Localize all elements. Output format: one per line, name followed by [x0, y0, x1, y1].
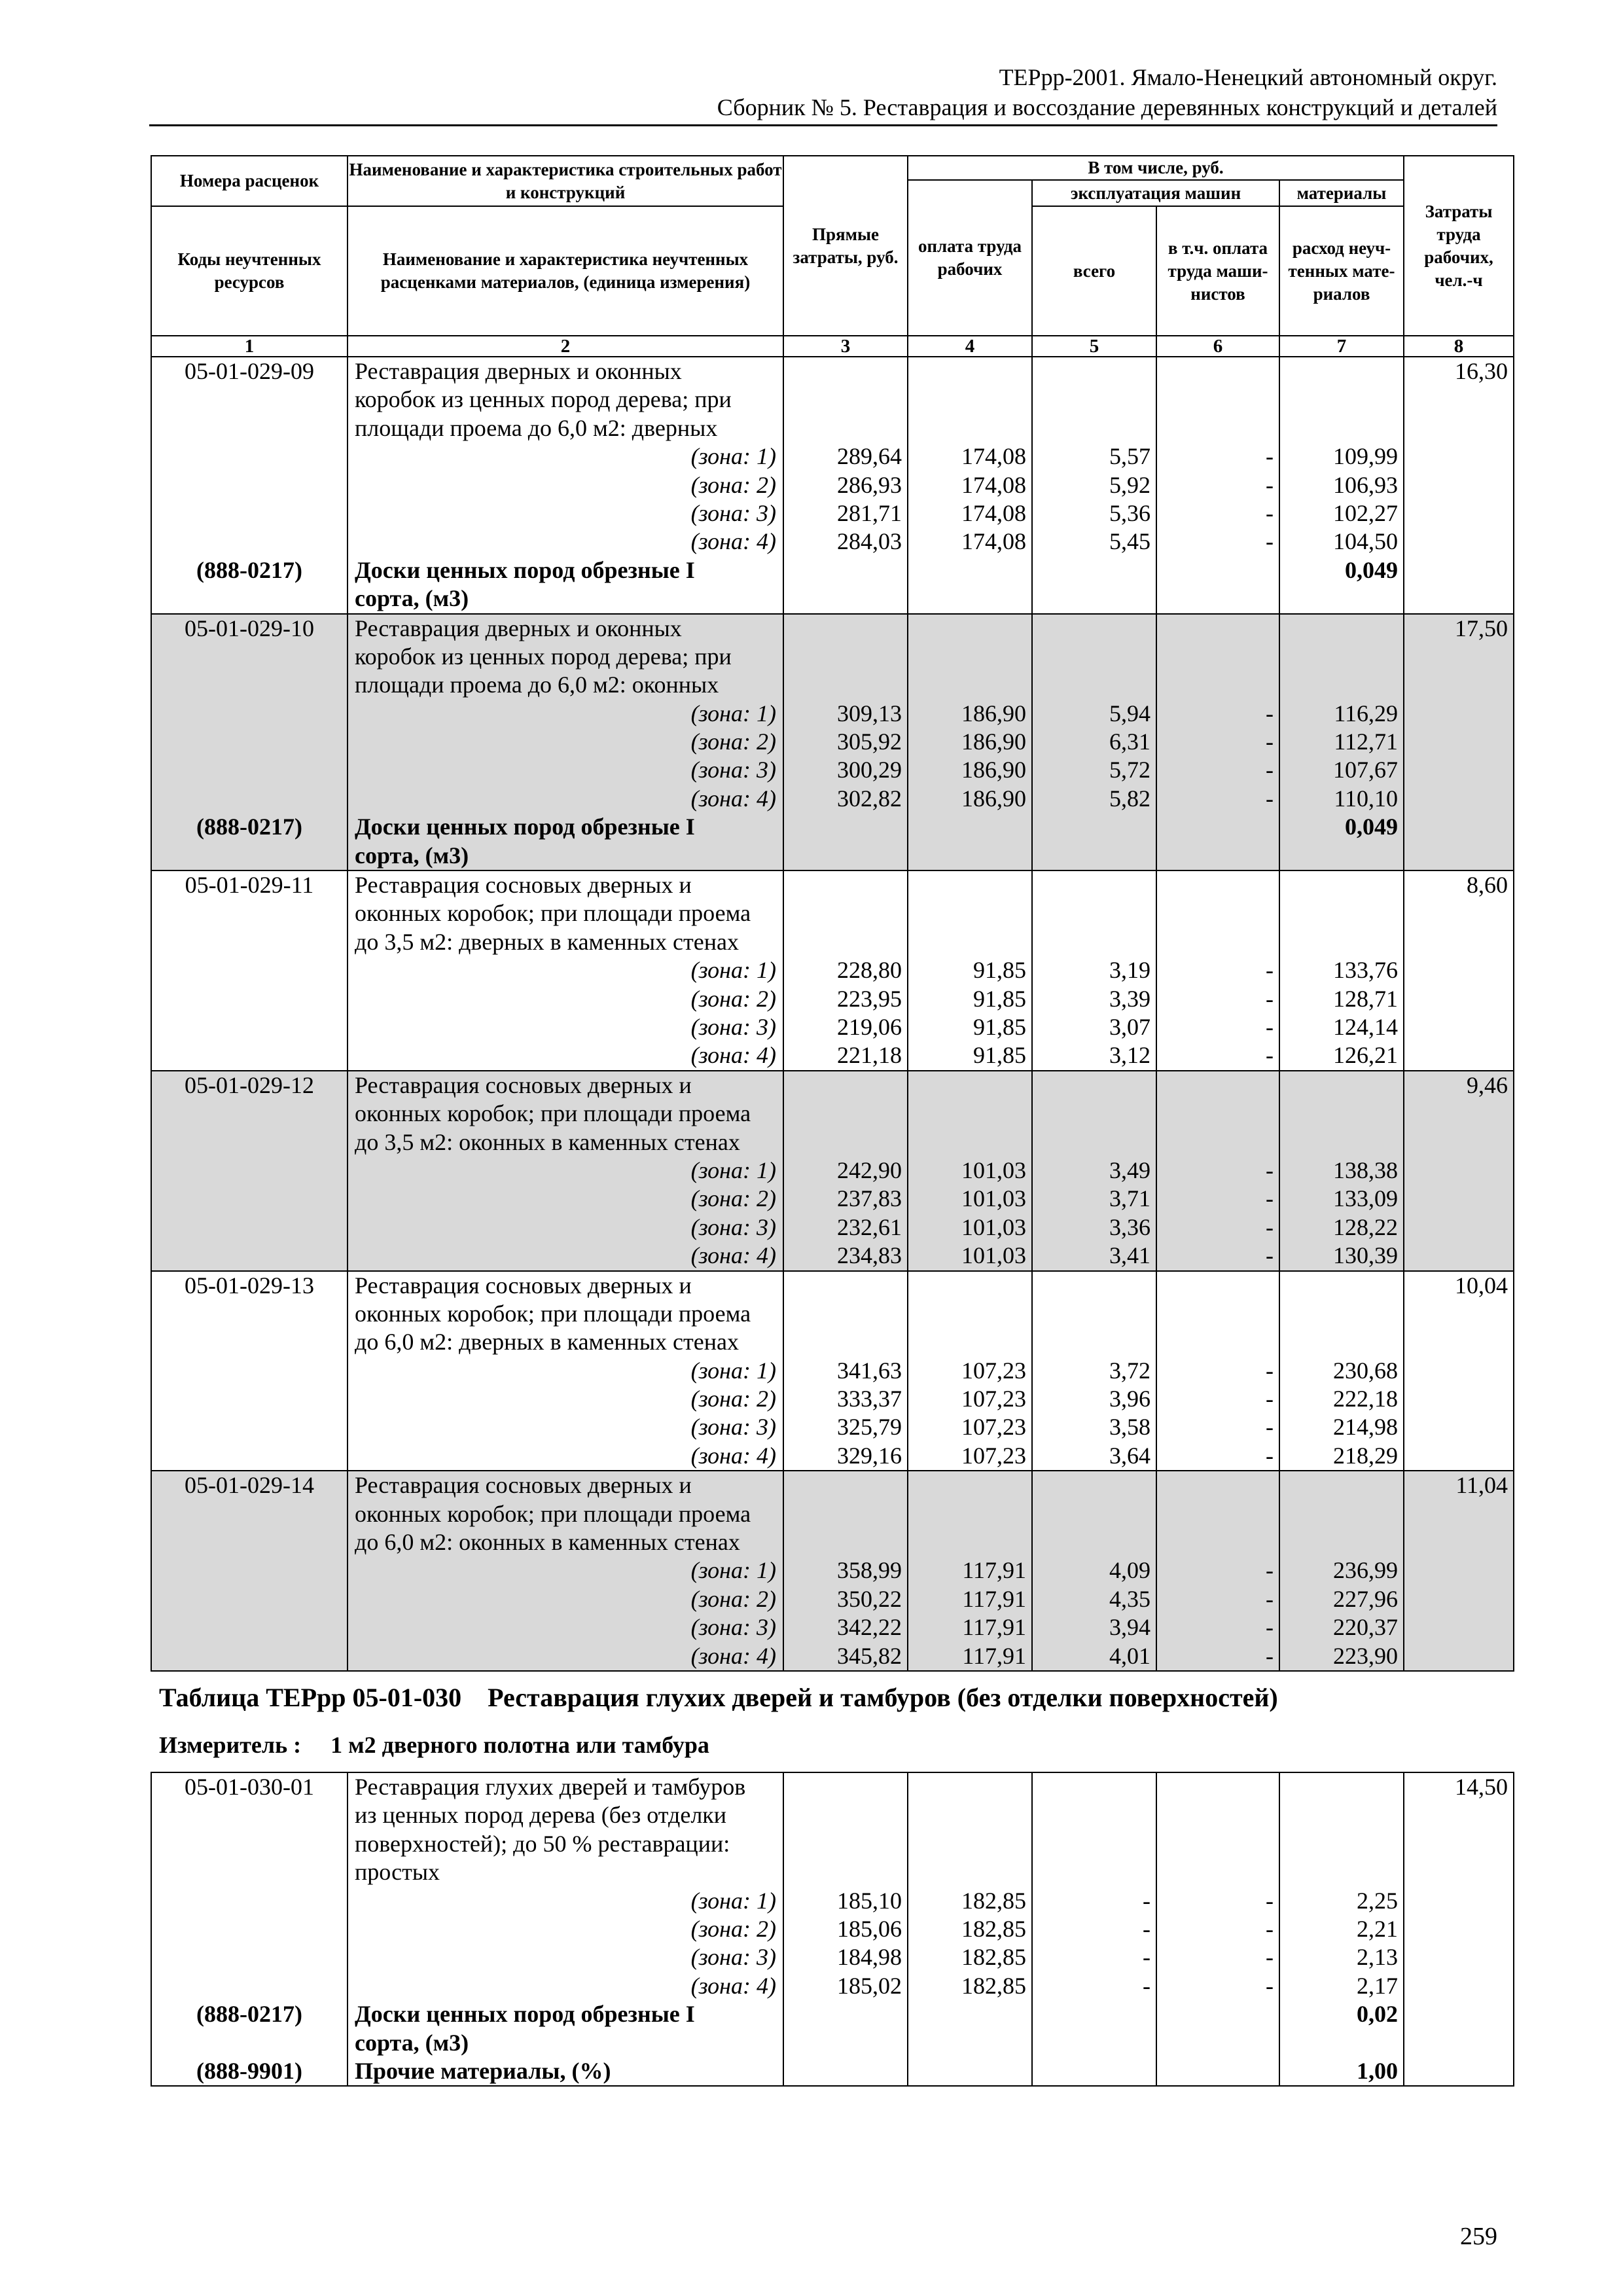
rate-description-line: Реставрация дверных и оконных	[355, 358, 682, 384]
resource-name-line: сорта, (м3)	[355, 842, 469, 869]
table-body	[151, 357, 1514, 1671]
rate-description-line: Реставрация глухих дверей и тамбуров	[355, 1774, 746, 1800]
machine-cost: 3,64	[1109, 1442, 1150, 1469]
worker-wage: 91,85	[973, 1042, 1026, 1069]
material-cost: 128,22	[1333, 1213, 1398, 1240]
rate-description-line: Реставрация сосновых дверных и	[355, 1272, 692, 1299]
material-cost: 2,25	[1357, 1887, 1398, 1914]
head-machine-operation: эксплуатация машин	[1032, 180, 1279, 206]
material-cost: 102,27	[1333, 499, 1398, 526]
resource-row	[151, 556, 1514, 614]
zone-label: (зона: 1)	[690, 1557, 776, 1584]
resource-row	[151, 2057, 1514, 2086]
rate-row	[151, 1071, 1514, 1271]
machinist-wage: -	[1266, 700, 1274, 726]
resource-name-line: Доски ценных пород обрезные I	[355, 2001, 695, 2028]
head-direct-costs: Прямые затраты, руб.	[783, 156, 908, 336]
zone-label: (зона: 3)	[690, 1013, 776, 1040]
rate-row	[151, 357, 1514, 556]
material-cost: 222,18	[1333, 1386, 1398, 1412]
worker-wage: 101,03	[961, 1213, 1026, 1240]
resource-quantity: 0,049	[1345, 556, 1398, 583]
machine-cost: 3,39	[1109, 985, 1150, 1012]
zone-label: (зона: 1)	[690, 957, 776, 984]
table2-body	[151, 1772, 1514, 2086]
rate-description-line: оконных коробок; при площади проема	[355, 1100, 751, 1127]
material-cost: 133,09	[1333, 1185, 1398, 1212]
direct-cost: 325,79	[837, 1414, 902, 1441]
material-cost: 214,98	[1333, 1414, 1398, 1441]
worker-wage: 182,85	[961, 1887, 1026, 1914]
resource-quantity: 0,02	[1357, 2001, 1398, 2028]
rate-description-line: Реставрация сосновых дверных и	[355, 1071, 692, 1098]
material-cost: 109,99	[1333, 443, 1398, 470]
material-cost: 2,17	[1357, 1972, 1398, 1999]
machine-cost: 5,57	[1109, 443, 1150, 470]
direct-cost: 185,02	[837, 1972, 902, 1999]
worker-wage: 174,08	[961, 471, 1026, 498]
machine-cost: 5,45	[1109, 528, 1150, 555]
column-number: 7	[1279, 336, 1404, 357]
direct-cost: 302,82	[837, 785, 902, 812]
zone-label: (зона: 3)	[690, 757, 776, 783]
rate-description-line: до 6,0 м2: оконных в каменных стенах	[355, 1529, 740, 1556]
rate-code: 05-01-029-13	[185, 1272, 314, 1299]
worker-wage: 91,85	[973, 957, 1026, 984]
machine-cost: 3,49	[1109, 1157, 1150, 1183]
machine-cost: 3,36	[1109, 1213, 1150, 1240]
rate-code: 05-01-029-14	[185, 1472, 314, 1499]
rates-table-2	[151, 1772, 1514, 2087]
material-cost: 107,67	[1333, 757, 1398, 783]
head-machinist-wages: в т.ч. оплата труда маши- нистов	[1156, 206, 1279, 336]
labor-cost: 10,04	[1455, 1272, 1508, 1299]
zone-label: (зона: 3)	[690, 1614, 776, 1641]
machinist-wage: -	[1266, 1915, 1274, 1942]
material-cost: 110,10	[1334, 785, 1398, 812]
machinist-wage: -	[1266, 1972, 1274, 1999]
material-cost: 104,50	[1333, 528, 1398, 555]
zone-label: (зона: 1)	[690, 1357, 776, 1384]
machinist-wage: -	[1266, 1357, 1274, 1384]
rate-description-line: простых	[355, 1859, 440, 1886]
resource-name-line: Доски ценных пород обрезные I	[355, 556, 695, 583]
machinist-wage: -	[1266, 1157, 1274, 1183]
material-cost: 130,39	[1333, 1242, 1398, 1269]
direct-cost: 223,95	[837, 985, 902, 1012]
machinist-wage: -	[1266, 1585, 1274, 1612]
direct-cost: 237,83	[837, 1185, 902, 1212]
head-machines-total: всего	[1032, 206, 1156, 336]
machinist-wage: -	[1266, 1887, 1274, 1914]
direct-cost: 228,80	[837, 957, 902, 984]
rate-description-line: поверхностей); до 50 % реставрации:	[355, 1830, 730, 1857]
zone-label: (зона: 3)	[690, 1944, 776, 1971]
resource-name-line: Доски ценных пород обрезные I	[355, 814, 695, 840]
machinist-wage: -	[1266, 1013, 1274, 1040]
zone-label: (зона: 2)	[690, 1386, 776, 1412]
worker-wage: 107,23	[961, 1414, 1026, 1441]
rate-code: 05-01-029-12	[185, 1071, 314, 1098]
direct-cost: 281,71	[837, 499, 902, 526]
machinist-wage: -	[1266, 1242, 1274, 1269]
resource-code: (888-0217)	[196, 556, 302, 583]
resource-row	[151, 813, 1514, 870]
material-cost: 126,21	[1333, 1042, 1398, 1069]
machinist-wage: -	[1266, 528, 1274, 555]
machine-cost: -	[1143, 1887, 1150, 1914]
direct-cost: 219,06	[837, 1013, 902, 1040]
direct-cost: 333,37	[837, 1386, 902, 1412]
resource-name-line: Прочие материалы, (%)	[355, 2057, 611, 2084]
labor-cost: 14,50	[1455, 1774, 1508, 1800]
worker-wage: 182,85	[961, 1972, 1026, 1999]
material-cost: 106,93	[1333, 471, 1398, 498]
resource-quantity: 0,049	[1345, 814, 1398, 840]
resource-name-line: сорта, (м3)	[355, 2029, 469, 2056]
machinist-wage: -	[1266, 1557, 1274, 1584]
head-labor-costs: Затраты труда рабочих, чел.-ч	[1404, 156, 1514, 336]
worker-wage: 186,90	[961, 785, 1026, 812]
head-unaccounted-materials: расход неуч- тенных мате- риалов	[1279, 206, 1404, 336]
direct-cost: 234,83	[837, 1242, 902, 1269]
direct-cost: 221,18	[837, 1042, 902, 1069]
machine-cost: 3,12	[1109, 1042, 1150, 1069]
rate-description-line: коробок из ценных пород дерева; при	[355, 643, 732, 670]
rate-description-line: до 3,5 м2: оконных в каменных стенах	[355, 1128, 740, 1155]
worker-wage: 107,23	[961, 1442, 1026, 1469]
direct-cost: 329,16	[837, 1442, 902, 1469]
zone-label: (зона: 3)	[690, 499, 776, 526]
direct-cost: 300,29	[837, 757, 902, 783]
zone-label: (зона: 3)	[690, 1213, 776, 1240]
worker-wage: 117,91	[962, 1642, 1026, 1669]
head-material-name: Наименование и характеристика неучтенных расценками материалов, (единица измерения)	[348, 206, 783, 336]
resource-code: (888-0217)	[196, 814, 302, 840]
worker-wage: 117,91	[962, 1557, 1026, 1584]
resource-name-line: сорта, (м3)	[355, 585, 469, 612]
direct-cost: 309,13	[837, 700, 902, 726]
resource-quantity: 1,00	[1357, 2057, 1398, 2084]
zone-label: (зона: 1)	[690, 1887, 776, 1914]
machine-cost: 5,36	[1109, 499, 1150, 526]
table2-measure-unit: Измеритель : 1 м2 дверного полотна или тамбура	[159, 1732, 709, 1758]
rate-row	[151, 870, 1514, 1071]
rates-table	[151, 155, 1514, 1672]
head-resource-codes: Коды неучтенных ресурсов	[151, 206, 348, 336]
head-rate-numbers: Номера расценок	[151, 156, 348, 206]
machine-cost: 3,94	[1109, 1614, 1150, 1641]
rate-row	[151, 1271, 1514, 1471]
material-cost: 236,99	[1333, 1557, 1398, 1584]
direct-cost: 284,03	[837, 528, 902, 555]
resource-code: (888-9901)	[196, 2057, 302, 2084]
rate-description-line: оконных коробок; при площади проема	[355, 1500, 751, 1527]
direct-cost: 242,90	[837, 1157, 902, 1183]
rate-description-line: оконных коробок; при площади проема	[355, 1300, 751, 1327]
worker-wage: 174,08	[961, 499, 1026, 526]
direct-cost: 345,82	[837, 1642, 902, 1669]
head-worker-wages: оплата труда рабочих	[908, 180, 1032, 336]
machine-cost: 6,31	[1109, 728, 1150, 755]
worker-wage: 186,90	[961, 728, 1026, 755]
column-number: 1	[151, 336, 348, 357]
zone-label: (зона: 4)	[690, 1972, 776, 1999]
machine-cost: 3,96	[1109, 1386, 1150, 1412]
rate-row	[151, 614, 1514, 814]
rate-code: 05-01-029-09	[185, 358, 314, 384]
worker-wage: 182,85	[961, 1915, 1026, 1942]
worker-wage: 186,90	[961, 700, 1026, 726]
rate-description-line: до 6,0 м2: дверных в каменных стенах	[355, 1329, 739, 1355]
worker-wage: 174,08	[961, 528, 1026, 555]
machine-cost: 3,71	[1109, 1185, 1150, 1212]
machinist-wage: -	[1266, 1442, 1274, 1469]
column-number: 2	[348, 336, 783, 357]
column-number: 5	[1032, 336, 1156, 357]
direct-cost: 286,93	[837, 471, 902, 498]
zone-label: (зона: 1)	[690, 1157, 776, 1183]
material-cost: 220,37	[1333, 1614, 1398, 1641]
rate-code: 05-01-029-10	[185, 615, 314, 641]
direct-cost: 305,92	[837, 728, 902, 755]
machinist-wage: -	[1266, 985, 1274, 1012]
direct-cost: 232,61	[837, 1213, 902, 1240]
labor-cost: 11,04	[1455, 1472, 1508, 1499]
direct-cost: 289,64	[837, 443, 902, 470]
direct-cost: 185,06	[837, 1915, 902, 1942]
zone-label: (зона: 2)	[690, 985, 776, 1012]
running-header-title: ТЕРрр-2001. Ямало-Ненецкий автономный округ.	[999, 64, 1497, 90]
worker-wage: 174,08	[961, 443, 1026, 470]
material-cost: 2,13	[1357, 1944, 1398, 1971]
machine-cost: 3,07	[1109, 1013, 1150, 1040]
rate-description-line: Реставрация сосновых дверных и	[355, 1472, 692, 1499]
material-cost: 112,71	[1334, 728, 1398, 755]
zone-label: (зона: 4)	[690, 785, 776, 812]
labor-cost: 16,30	[1455, 358, 1508, 384]
head-including: В том числе, руб.	[908, 156, 1404, 180]
direct-cost: 358,99	[837, 1557, 902, 1584]
direct-cost: 341,63	[837, 1357, 902, 1384]
labor-cost: 17,50	[1455, 615, 1508, 641]
table-head	[151, 156, 1514, 357]
worker-wage: 182,85	[961, 1944, 1026, 1971]
zone-label: (зона: 4)	[690, 1442, 776, 1469]
column-number: 3	[783, 336, 908, 357]
worker-wage: 186,90	[961, 757, 1026, 783]
header-rule	[149, 124, 1497, 126]
machine-cost: 5,72	[1109, 757, 1150, 783]
worker-wage: 117,91	[962, 1585, 1026, 1612]
rate-description-line: оконных коробок; при площади проема	[355, 900, 751, 927]
direct-cost: 342,22	[837, 1614, 902, 1641]
machine-cost: 5,82	[1109, 785, 1150, 812]
material-cost: 116,29	[1334, 700, 1398, 726]
machinist-wage: -	[1266, 1944, 1274, 1971]
material-cost: 218,29	[1333, 1442, 1398, 1469]
machinist-wage: -	[1266, 499, 1274, 526]
rate-description-line: площади проема до 6,0 м2: оконных	[355, 672, 719, 698]
rate-description-line: площади проема до 6,0 м2: дверных	[355, 414, 718, 441]
resource-row	[151, 2000, 1514, 2057]
rate-row	[151, 1772, 1514, 2000]
material-cost: 133,76	[1333, 957, 1398, 984]
material-cost: 230,68	[1333, 1357, 1398, 1384]
head-materials: материалы	[1279, 180, 1404, 206]
running-header	[149, 62, 1497, 122]
direct-cost: 185,10	[837, 1887, 902, 1914]
machinist-wage: -	[1266, 757, 1274, 783]
machinist-wage: -	[1266, 1414, 1274, 1441]
material-cost: 223,90	[1333, 1642, 1398, 1669]
zone-label: (зона: 3)	[690, 1414, 776, 1441]
running-header-subtitle: Сборник № 5. Реставрация и воссоздание деревянных конструкций и деталей	[717, 94, 1497, 120]
machinist-wage: -	[1266, 1185, 1274, 1212]
worker-wage: 101,03	[961, 1157, 1026, 1183]
worker-wage: 107,23	[961, 1386, 1026, 1412]
worker-wage: 107,23	[961, 1357, 1026, 1384]
zone-label: (зона: 1)	[690, 700, 776, 726]
rate-description-line: Реставрация дверных и оконных	[355, 615, 682, 641]
rate-description-line: из ценных пород дерева (без отделки	[355, 1802, 727, 1829]
worker-wage: 91,85	[973, 1013, 1026, 1040]
machinist-wage: -	[1266, 1386, 1274, 1412]
machine-cost: 5,92	[1109, 471, 1150, 498]
machinist-wage: -	[1266, 1642, 1274, 1669]
machine-cost: 4,35	[1109, 1585, 1150, 1612]
rate-code: 05-01-030-01	[185, 1774, 314, 1800]
machinist-wage: -	[1266, 1042, 1274, 1069]
worker-wage: 91,85	[973, 985, 1026, 1012]
worker-wage: 101,03	[961, 1242, 1026, 1269]
machinist-wage: -	[1266, 785, 1274, 812]
rate-row	[151, 1471, 1514, 1671]
direct-cost: 350,22	[837, 1585, 902, 1612]
material-cost: 128,71	[1333, 985, 1398, 1012]
zone-label: (зона: 2)	[690, 728, 776, 755]
zone-label: (зона: 2)	[690, 471, 776, 498]
labor-cost: 8,60	[1467, 872, 1508, 899]
column-numbers-row	[151, 336, 1514, 357]
resource-code: (888-0217)	[196, 2001, 302, 2028]
table2-title: Таблица ТЕРрр 05-01-030 Реставрация глухих дверей и тамбуров (без отделки поверхностей)	[159, 1683, 1278, 1712]
machinist-wage: -	[1266, 471, 1274, 498]
direct-cost: 184,98	[837, 1944, 902, 1971]
machine-cost: 3,72	[1109, 1357, 1150, 1384]
rate-description-line: до 3,5 м2: дверных в каменных стенах	[355, 928, 739, 955]
zone-label: (зона: 2)	[690, 1185, 776, 1212]
machine-cost: 3,41	[1109, 1242, 1150, 1269]
worker-wage: 117,91	[962, 1614, 1026, 1641]
machine-cost: 4,09	[1109, 1557, 1150, 1584]
machinist-wage: -	[1266, 443, 1274, 470]
machinist-wage: -	[1266, 728, 1274, 755]
labor-cost: 9,46	[1467, 1071, 1508, 1098]
material-cost: 124,14	[1333, 1013, 1398, 1040]
material-cost: 138,38	[1333, 1157, 1398, 1183]
page-number: 259	[1460, 2223, 1497, 2250]
rate-description-line: Реставрация сосновых дверных и	[355, 872, 692, 899]
machinist-wage: -	[1266, 1614, 1274, 1641]
machinist-wage: -	[1266, 957, 1274, 984]
column-number: 4	[908, 336, 1032, 357]
zone-label: (зона: 2)	[690, 1915, 776, 1942]
zone-label: (зона: 4)	[690, 1642, 776, 1669]
machine-cost: 4,01	[1109, 1642, 1150, 1669]
column-number: 8	[1404, 336, 1514, 357]
machine-cost: -	[1143, 1944, 1150, 1971]
machine-cost: 3,19	[1109, 957, 1150, 984]
head-work-name: Наименование и характеристика строительных работ и конструкций	[348, 156, 783, 206]
worker-wage: 101,03	[961, 1185, 1026, 1212]
machine-cost: 5,94	[1109, 700, 1150, 726]
zone-label: (зона: 1)	[690, 443, 776, 470]
rate-description-line: коробок из ценных пород дерева; при	[355, 386, 732, 413]
zone-label: (зона: 4)	[690, 528, 776, 555]
material-cost: 227,96	[1333, 1585, 1398, 1612]
zone-label: (зона: 2)	[690, 1585, 776, 1612]
material-cost: 2,21	[1357, 1915, 1398, 1942]
column-number: 6	[1156, 336, 1279, 357]
machine-cost: -	[1143, 1915, 1150, 1942]
rate-code: 05-01-029-11	[185, 872, 314, 899]
zone-label: (зона: 4)	[690, 1242, 776, 1269]
machine-cost: 3,58	[1109, 1414, 1150, 1441]
machinist-wage: -	[1266, 1213, 1274, 1240]
zone-label: (зона: 4)	[690, 1042, 776, 1069]
machine-cost: -	[1143, 1972, 1150, 1999]
